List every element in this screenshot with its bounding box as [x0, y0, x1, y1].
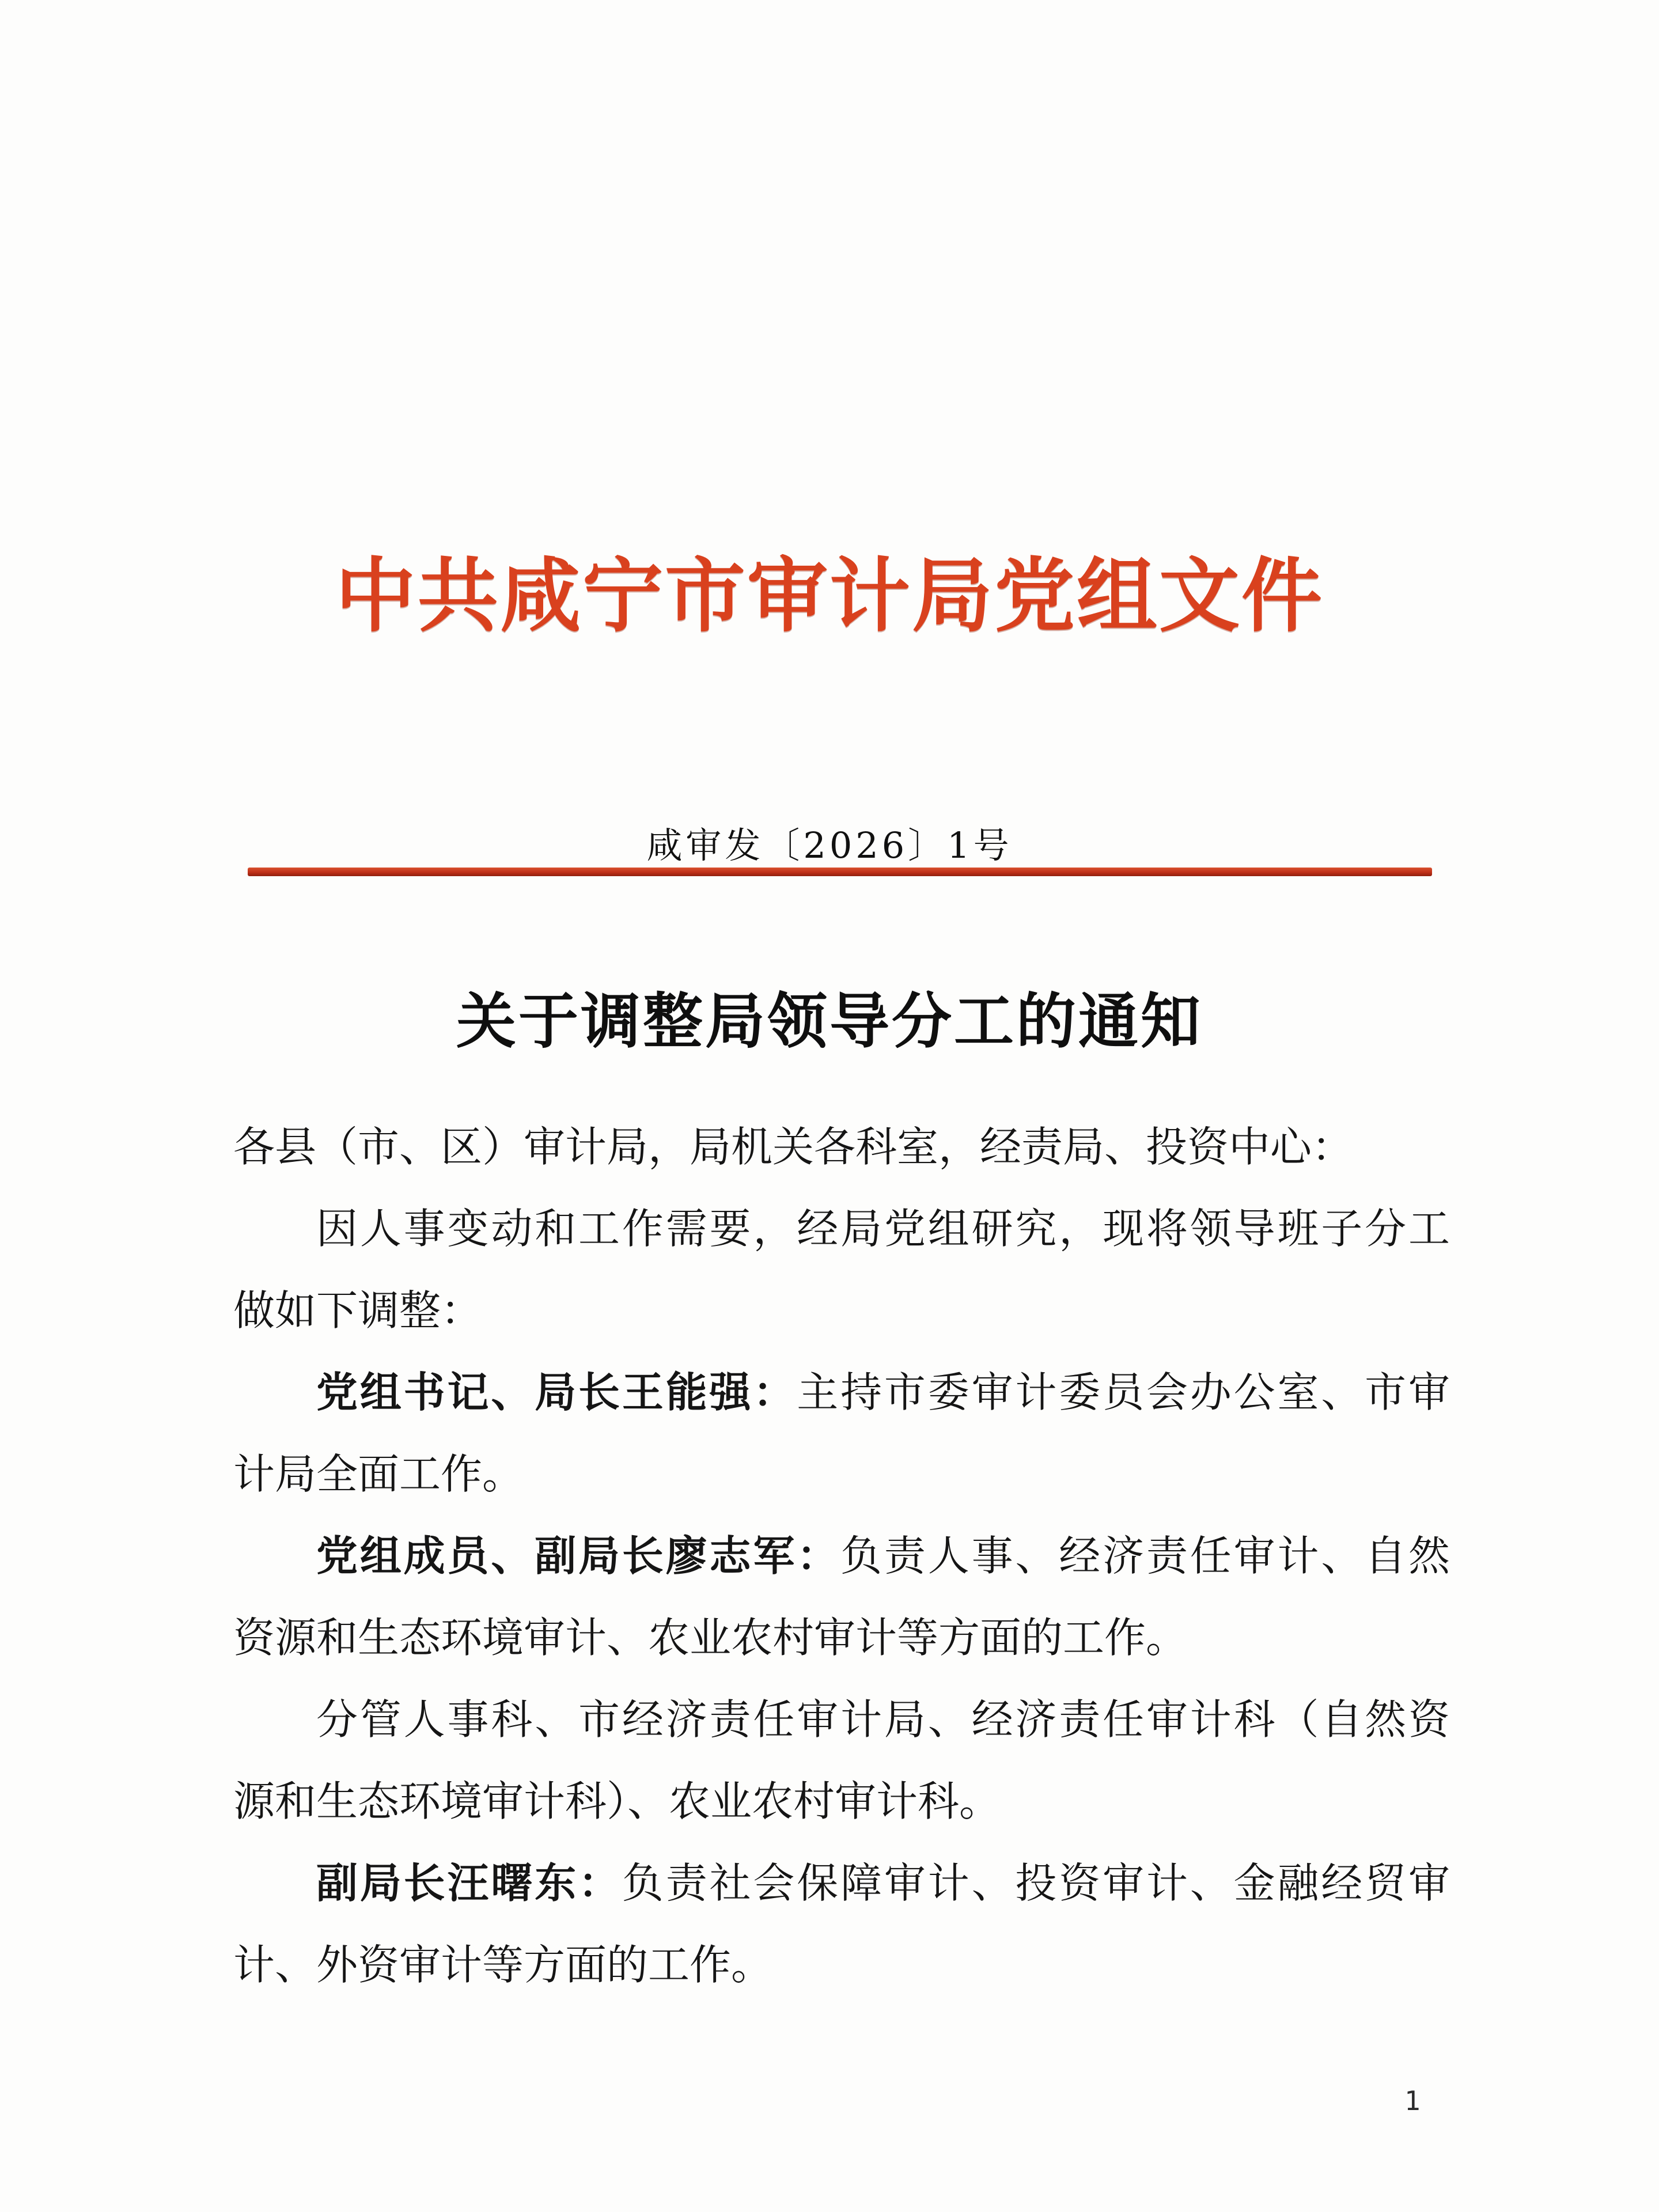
red-divider-line [248, 868, 1432, 876]
body-line-text: 各县（市、区）审计局，局机关各科室，经责局、投资中心： [233, 1123, 1354, 1171]
body-line-text: 负责社会保障审计、投资审计、金融经贸审 [622, 1859, 1450, 1907]
body-line-text: 源和生态环境审计科）、农业农村审计科。 [233, 1777, 1001, 1825]
body-line-bold: 副局长汪曙东： [316, 1858, 622, 1907]
body-line [233, 1597, 1450, 1679]
body-line [233, 1106, 1450, 1188]
body-line-text: 做如下调整： [233, 1286, 483, 1335]
body-line [233, 1760, 1450, 1842]
body-line-text: 负责人事、经济责任审计、自然 [840, 1532, 1450, 1580]
body-line-text: 资源和生态环境审计、农业农村审计等方面的工作。 [233, 1613, 1188, 1662]
body-line-bold: 党组书记、局长王能强： [316, 1368, 797, 1416]
body-line-text: 分管人事科、市经济责任审计局、经济责任审计科（自然资 [316, 1695, 1450, 1744]
party-document-header-title: 中共咸宁市审计局党组文件 [335, 549, 1324, 643]
body-line [233, 1351, 1450, 1433]
body-line-bold: 党组成员、副局长廖志军： [316, 1531, 841, 1580]
body-line-text: 计局全面工作。 [233, 1450, 524, 1498]
body-line [233, 1842, 1450, 1924]
document-body [233, 1106, 1450, 2006]
body-line [233, 1188, 1450, 1270]
body-line-text: 主持市委审计委员会办公室、市审 [797, 1368, 1450, 1416]
notice-title: 关于调整局领导分工的通知 [456, 986, 1203, 1056]
body-line-text: 计、外资审计等方面的工作。 [233, 1941, 773, 1989]
page-number: 1 [1404, 2085, 1421, 2116]
document-number: 咸审发〔2026〕1号 [646, 824, 1013, 866]
body-line [233, 1433, 1450, 1515]
body-line-text: 因人事变动和工作需要，经局党组研究，现将领导班子分工 [316, 1205, 1450, 1253]
body-line [233, 1515, 1450, 1597]
body-line [233, 1924, 1450, 2006]
body-line [233, 1679, 1450, 1760]
body-line [233, 1270, 1450, 1351]
